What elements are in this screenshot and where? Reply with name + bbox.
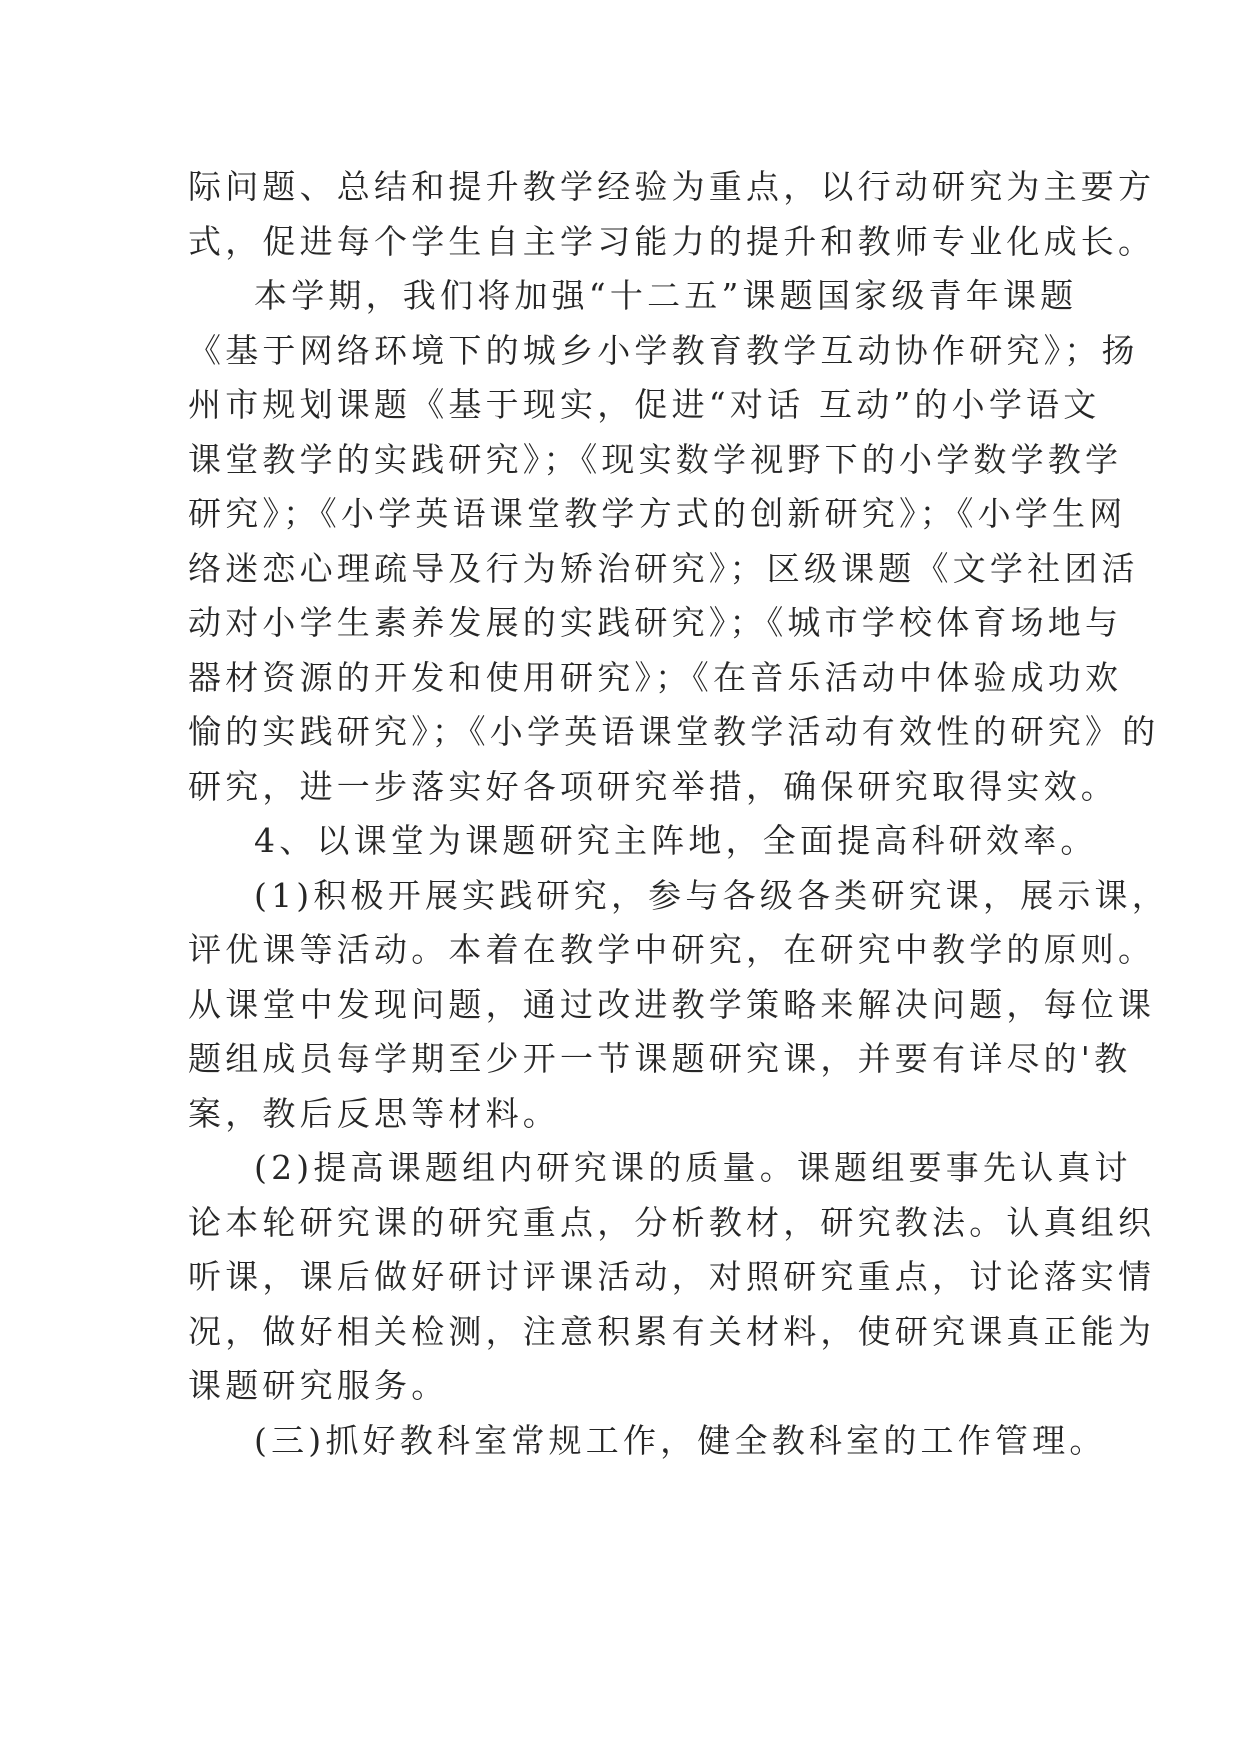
text-line: 动对小学生素养发展的实践研究》；《城市学校体育场地与 — [188, 603, 1123, 642]
text-line: 评优课等活动。本着在教学中研究，在研究中教学的原则。 — [188, 930, 1156, 969]
text-line: 况，做好相关检测，注意积累有关材料，使研究课真正能为 — [188, 1311, 1156, 1351]
text-line: 研究》；《小学英语课堂教学方式的创新研究》；《小学生网 — [188, 494, 1127, 533]
section-heading-line: (三)抓好教科室常规工作，健全教科室的工作管理。 — [254, 1420, 1107, 1460]
text-line: 听课，课后做好研讨评课活动，对照研究重点，讨论落实情 — [188, 1257, 1156, 1296]
text-line: 从课堂中发现问题，通过改进教学策略来解决问题，每位课 — [188, 984, 1156, 1024]
paragraph-start-line: 本学期，我们将加强“十二五”课题国家级青年课题 — [254, 276, 1078, 315]
text-line: 州市规划课题《基于现实，促进“对话 互动”的小学语文 — [188, 385, 1101, 424]
text-line: 络迷恋心理疏导及行为矫治研究》；区级课题《文学社团活 — [188, 548, 1139, 588]
section-heading-line: 4、以课堂为课题研究主阵地，全面提高科研效率。 — [254, 821, 1098, 860]
text-line: 案，教后反思等材料。 — [188, 1093, 560, 1133]
text-line: 研究，进一步落实好各项研究举措，确保研究取得实效。 — [188, 766, 1118, 806]
text-line: 式，促进每个学生自主学习能力的提升和教师专业化成长。 — [188, 221, 1156, 261]
text-line: 论本轮研究课的研究重点，分析教材，研究教法。认真组织 — [188, 1202, 1156, 1242]
document-body — [188, 160, 1169, 1468]
text-line: 器材资源的开发和使用研究》；《在音乐活动中体验成功欢 — [188, 657, 1123, 697]
paragraph-start-line: (1)积极开展实践研究，参与各级各类研究课，展示课， — [254, 875, 1169, 915]
text-line: 愉的实践研究》；《小学英语课堂教学活动有效性的研究》的 — [188, 712, 1160, 751]
text-line: 课堂教学的实践研究》；《现实数学视野下的小学数学教学 — [188, 439, 1123, 479]
text-line: 课题研究服务。 — [188, 1366, 449, 1405]
text-line: 《基于网络环境下的城乡小学教育教学互动协作研究》；扬 — [188, 330, 1139, 370]
paragraph-start-line: (2)提高课题组内研究课的质量。课题组要事先认真讨 — [254, 1148, 1132, 1187]
text-line: 际问题、总结和提升教学经验为重点，以行动研究为主要方 — [188, 167, 1156, 206]
text-line: 题组成员每学期至少开一节课题研究课，并要有详尽的'教 — [188, 1039, 1132, 1078]
